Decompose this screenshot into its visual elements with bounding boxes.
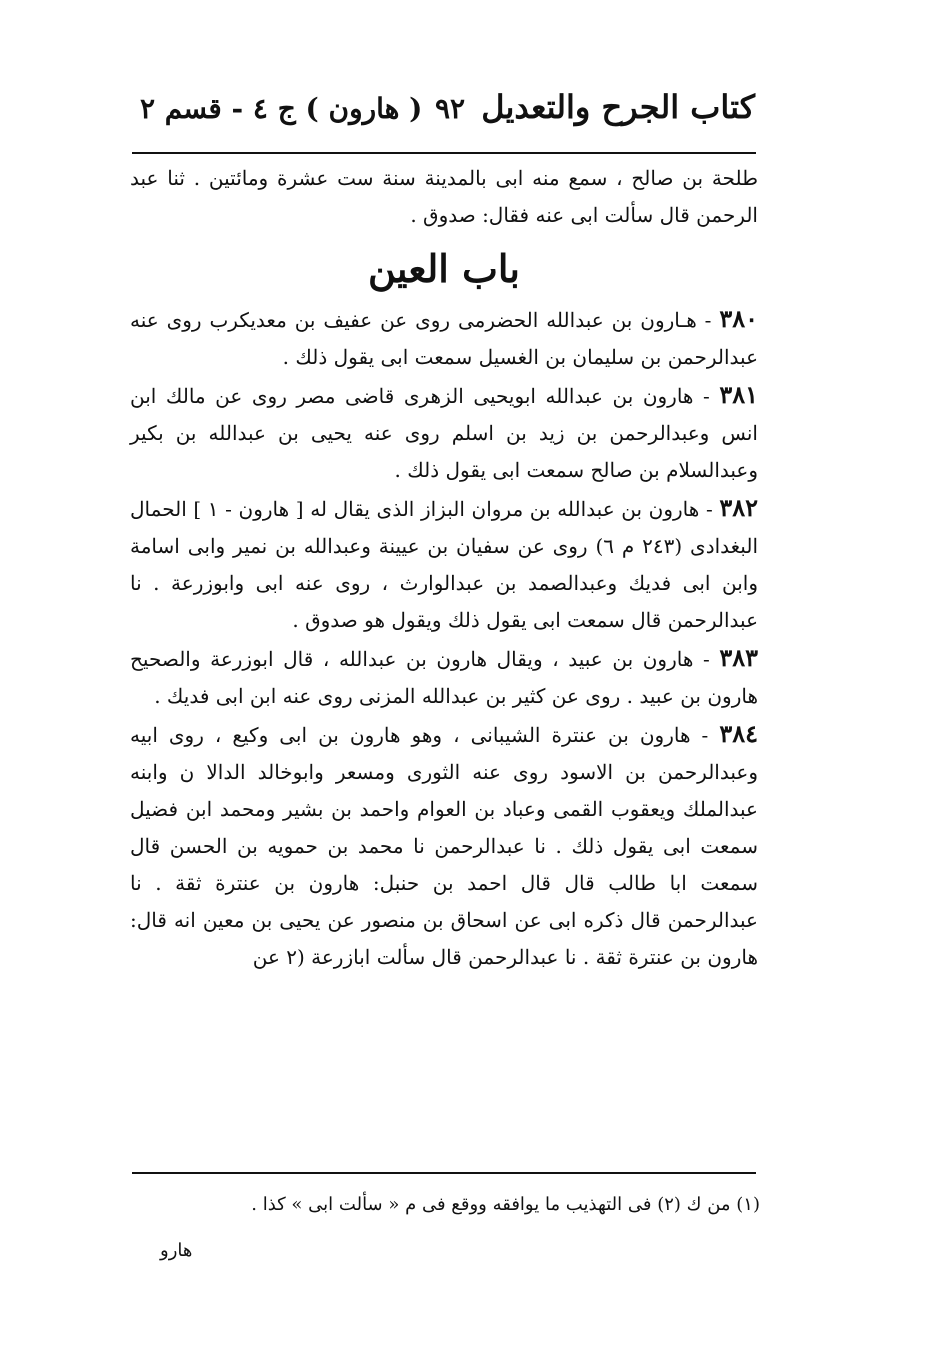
- entry-text: هارون بن عنترة الشيبانى ، وهو هارون بن ابى وكيع ، روى ابيه وعبدالرحمن بن الاسود روى عنه الثورى ومسعر وابوخالد الدالا ن وابنه عبدالملك ويعقوب القمى وعباد بن العوام واحمد بن بشير ومحمد ابن فضيل سمعت ابى يقول ذلك . نا عبدالرحمن نا محمد بن حمويه بن الحسن قال سمعت ابا طالب قال قال احمد بن حنبل: هارون بن عنترة ثقة . نا عبدالرحمن قال ذكره ابى عن اسحاق بن منصور عن يحيى بن معين انه قال: هارون بن عنترة ثقة . نا عبدالرحمن قال سألت ابازرعة (٢ عن: [130, 723, 758, 969]
- entry-384: [130, 715, 758, 976]
- footnote-rule: [132, 1172, 756, 1174]
- section-reference: ( هارون ) ج ٤ - قسم ٢: [140, 92, 423, 125]
- entry-dash: -: [690, 723, 709, 747]
- catchword: هارو: [160, 1240, 193, 1261]
- entry-number: ٣٨٠: [719, 304, 758, 333]
- entry-number: ٣٨٤: [719, 719, 758, 748]
- entry-number: ٣٨١: [719, 380, 758, 409]
- entry-381: [130, 376, 758, 489]
- entry-number: ٣٨٢: [719, 493, 758, 522]
- entry-dash: -: [693, 647, 710, 671]
- entry-dash: -: [693, 384, 710, 408]
- entry-dash: -: [699, 497, 713, 521]
- main-text: [130, 160, 758, 976]
- running-title: كتاب الجرح والتعديل: [481, 88, 755, 126]
- header-rule: [132, 152, 756, 154]
- entry-383: [130, 639, 758, 715]
- page-number: ٩٢: [435, 92, 466, 125]
- entry-dash: -: [696, 308, 712, 332]
- entry-382: [130, 489, 758, 639]
- page-header: [130, 88, 755, 150]
- footnote: (١) من ك (٢) فى التهذيب ما يوافقه ووقع فى م « سألت ابى » كذا .: [251, 1194, 760, 1215]
- entry-number: ٣٨٣: [719, 643, 759, 672]
- entry-text: هارون بن عبدالله ابويحيى الزهرى قاضى مصر روى عن مالك ابن انس وعبدالرحمن بن زيد بن اسلم روى عنه يحيى بن عبدالله بن بكير وعبدالسلام بن صالح سمعت ابى يقول ذلك .: [130, 384, 758, 482]
- chapter-heading: باب العين: [367, 246, 521, 291]
- entry-380: [130, 300, 758, 376]
- entry-text: هارون بن عبدالله بن مروان البزاز الذى يقال له [ هارون - ١ ] الحمال البغدادى (٢٤٣ م ٦) روى عن سفيان بن عيينة وعبدالله بن نمير وابى اسامة وابن ابى فديك وعبدالصمد بن عبدالوارث ، روى عنه ابى وابوزرعة . نا عبدالرحمن قال سمعت ابى يقول ذلك ويقول هو صدوق .: [130, 497, 758, 632]
- entry-text: هارون بن عبيد ، ويقال هارون بن عبدالله ، قال ابوزرعة والصحيح هارون بن عبيد . روى عن كثير بن عبدالله المزنى روى عنه ابن ابى فديك .: [130, 647, 758, 708]
- continuation-paragraph: طلحة بن صالح ، سمع منه ابى بالمدينة سنة ست عشرة ومائتين . ثنا عبد الرحمن قال سألت ابى عنه فقال: صدوق .: [130, 166, 758, 227]
- entry-text: هـارون بن عبدالله الحضرمى روى عن عفيف بن معديكرب روى عنه عبدالرحمن بن سليمان بن الغسيل سمعت ابى يقول ذلك .: [130, 308, 758, 369]
